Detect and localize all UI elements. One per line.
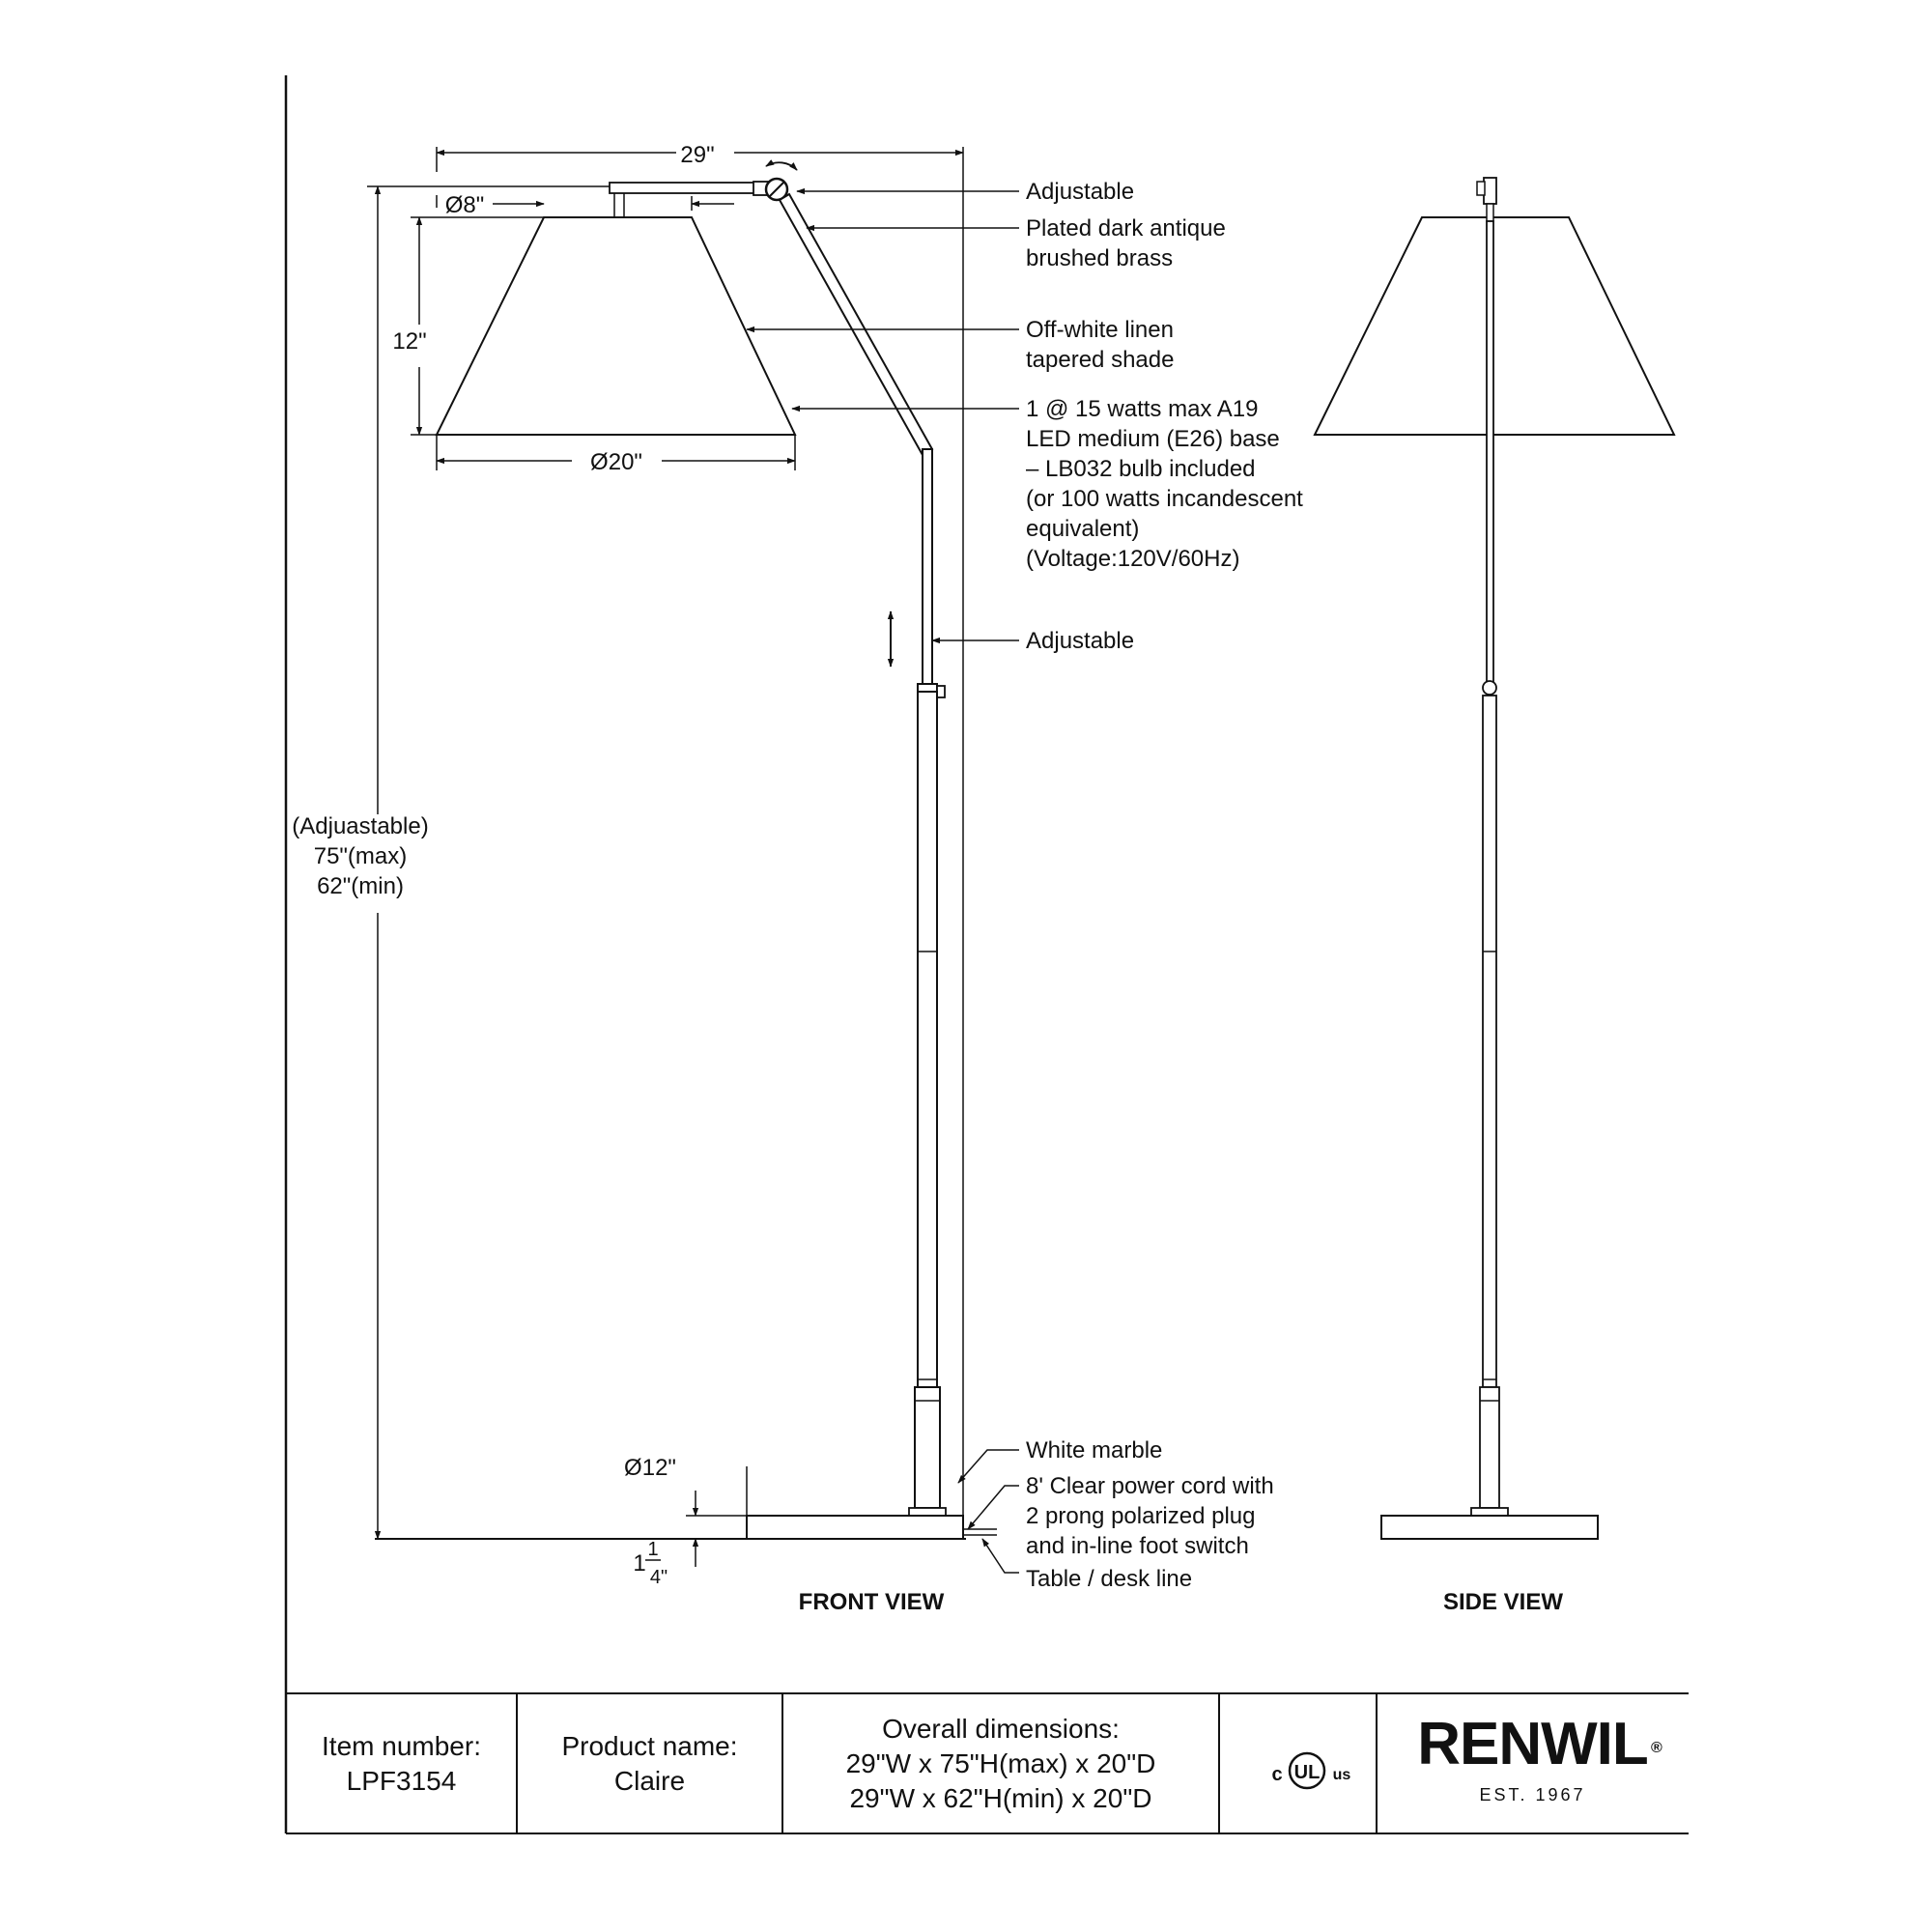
front-view-title: FRONT VIEW: [798, 1589, 945, 1615]
side-view-lamp: [1315, 178, 1674, 1539]
upper-stem: [923, 449, 932, 684]
callout-bulb-2: LED medium (E26) base: [1026, 426, 1280, 452]
shade-height-label: 12": [392, 328, 427, 355]
brand-established: EST. 1967: [1479, 1784, 1586, 1804]
base-diameter-label: Ø12": [624, 1455, 676, 1481]
overall-dimensions-max: 29"W x 75"H(max) x 20"D: [845, 1747, 1156, 1778]
side-knob: [1483, 681, 1496, 695]
adjust-knob: [937, 686, 945, 697]
svg-text:c: c: [1271, 1764, 1283, 1785]
height-note-line-2: 75"(max): [313, 843, 408, 869]
power-cord: [963, 1529, 997, 1535]
callout-base-material: White marble: [1026, 1437, 1163, 1463]
front-shade: [437, 217, 795, 435]
callout-texts: [1026, 179, 1303, 1592]
svg-text:1: 1: [633, 1550, 646, 1577]
shade-holder: [614, 192, 624, 217]
callout-table-line: Table / desk line: [1026, 1566, 1193, 1592]
product-name-label: Product name:: [561, 1730, 738, 1761]
svg-text:4": 4": [649, 1567, 668, 1588]
overall-dimensions-cell: [782, 1693, 1219, 1833]
item-number-value: LPF3154: [346, 1765, 457, 1796]
side-base: [1381, 1516, 1598, 1539]
angled-arm: [780, 194, 932, 455]
callout-finish-1: Plated dark antique: [1026, 215, 1226, 242]
stem-collar: [918, 684, 937, 692]
product-name-cell: [517, 1693, 782, 1833]
base-height-label: [633, 1539, 668, 1588]
callout-bulb-4: (or 100 watts incandescent: [1026, 486, 1303, 512]
callout-cord-3: and in-line foot switch: [1026, 1533, 1249, 1559]
item-number-label: Item number:: [322, 1730, 481, 1761]
callout-bulb-5: equivalent): [1026, 516, 1140, 542]
callout-bulb-3: – LB032 bulb included: [1026, 456, 1256, 482]
side-view-title: SIDE VIEW: [1442, 1589, 1564, 1615]
callout-bulb-6: (Voltage:120V/60Hz): [1026, 546, 1240, 572]
brand-name: RENWIL: [1417, 1710, 1648, 1777]
side-shade: [1315, 217, 1674, 435]
knuckle-joint: [766, 162, 797, 200]
callout-cord-1: 8' Clear power cord with: [1026, 1473, 1274, 1499]
lower-stem: [918, 692, 937, 1387]
height-note-line-1: (Adjuastable): [292, 813, 429, 839]
callout-bulb-1: 1 @ 15 watts max A19: [1026, 396, 1259, 422]
overall-dimensions-label: Overall dimensions:: [882, 1713, 1120, 1744]
title-block: [286, 1693, 1689, 1833]
callout-shade-2: tapered shade: [1026, 347, 1175, 373]
bottom-diameter-label: Ø20": [590, 449, 642, 475]
svg-text:1: 1: [647, 1539, 659, 1560]
stem-bottom: [915, 1387, 940, 1508]
height-note-line-3: 62"(min): [317, 873, 404, 899]
item-number-cell: [286, 1693, 517, 1833]
front-view-lamp: [375, 162, 997, 1539]
marble-base: [747, 1516, 963, 1539]
brand-logo: [1377, 1693, 1689, 1833]
page-frame: [286, 75, 1689, 1833]
svg-text:us: us: [1332, 1767, 1351, 1783]
overall-width-label: 29": [680, 142, 715, 168]
svg-text:UL: UL: [1293, 1762, 1321, 1783]
callout-leaders: [747, 191, 1019, 1573]
top-arm-bar: [610, 183, 756, 193]
callout-shade-1: Off-white linen: [1026, 317, 1174, 343]
overall-dimensions-min: 29"W x 62"H(min) x 20"D: [849, 1782, 1152, 1813]
callout-adjustable-top: Adjustable: [1026, 179, 1135, 205]
top-diameter-label: Ø8": [444, 192, 485, 218]
callout-finish-2: brushed brass: [1026, 245, 1174, 271]
callout-adjustable-stem: Adjustable: [1026, 628, 1135, 654]
callout-cord-2: 2 prong polarized plug: [1026, 1503, 1256, 1529]
brand-registered-mark: ®: [1650, 1739, 1662, 1756]
product-name-value: Claire: [613, 1765, 686, 1796]
